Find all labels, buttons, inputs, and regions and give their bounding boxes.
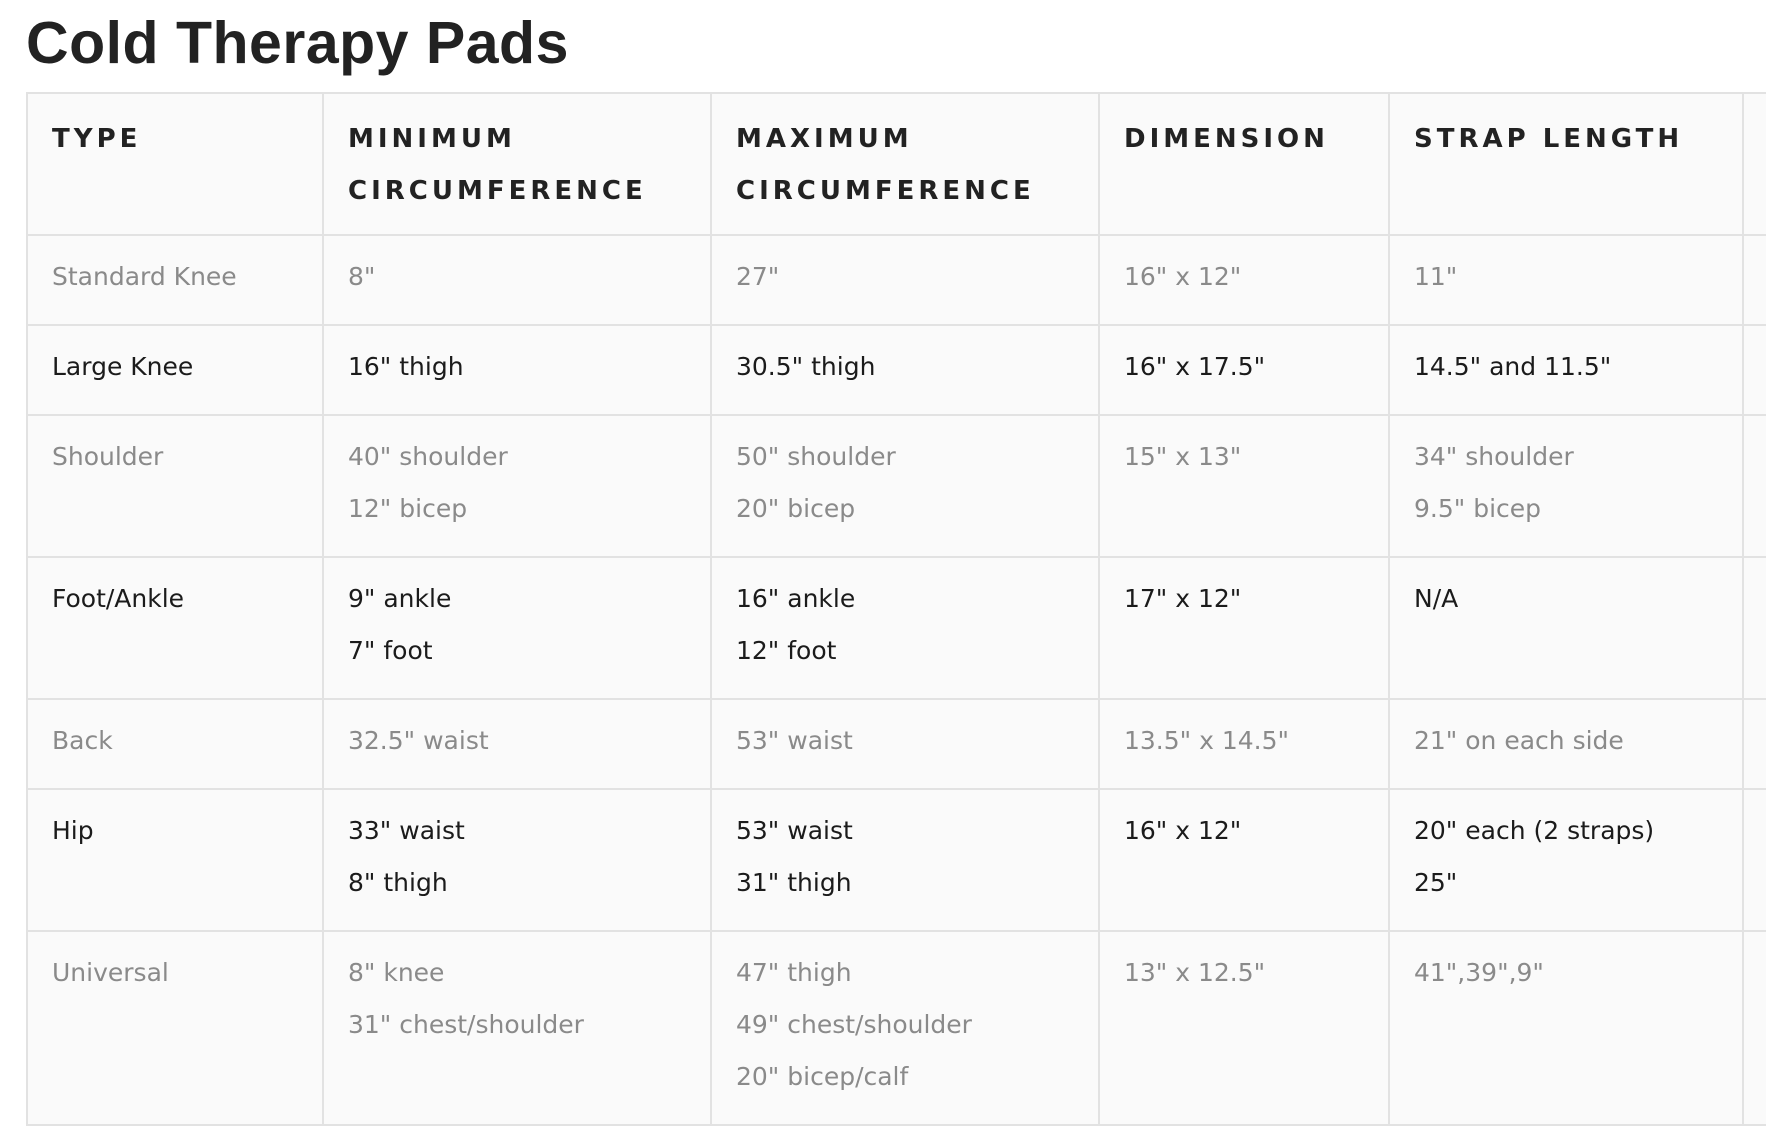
table-row bbox=[27, 235, 1766, 325]
cell-line: 47" thigh bbox=[736, 958, 852, 987]
cell-extra bbox=[1743, 557, 1766, 699]
cell-max bbox=[711, 235, 1099, 325]
cell-line: 27" bbox=[736, 262, 780, 291]
header-strap-length: STRAP LENGTH bbox=[1389, 93, 1743, 235]
cell-type: Universal bbox=[27, 931, 323, 1125]
cell-dimension: 15" x 13" bbox=[1099, 415, 1389, 557]
cell-dimension: 13" x 12.5" bbox=[1099, 931, 1389, 1125]
cell-max bbox=[711, 325, 1099, 415]
cell-line: 31" chest/shoulder bbox=[348, 1010, 584, 1039]
cell-line: 14.5" and 11.5" bbox=[1414, 352, 1612, 381]
cell-line: 25" bbox=[1414, 868, 1458, 897]
header-dimension: DIMENSION bbox=[1099, 93, 1389, 235]
cell-min bbox=[323, 699, 711, 789]
cell-line: 9" ankle bbox=[348, 584, 452, 613]
cell-dimension: 16" x 12" bbox=[1099, 789, 1389, 931]
cell-line: 53" waist bbox=[736, 726, 853, 755]
cell-max bbox=[711, 557, 1099, 699]
cell-line: 8" bbox=[348, 262, 376, 291]
cell-min bbox=[323, 789, 711, 931]
cell-dimension: 13.5" x 14.5" bbox=[1099, 699, 1389, 789]
header-type: TYPE bbox=[27, 93, 323, 235]
cell-line: 21" on each side bbox=[1414, 726, 1624, 755]
cell-strap bbox=[1389, 325, 1743, 415]
cell-type: Back bbox=[27, 699, 323, 789]
cell-line: 40" shoulder bbox=[348, 442, 508, 471]
cell-extra bbox=[1743, 789, 1766, 931]
cell-line: 12" bicep bbox=[348, 494, 468, 523]
cell-min bbox=[323, 325, 711, 415]
header-maximum-circumference: MAXIMUM CIRCUMFERENCE bbox=[711, 93, 1099, 235]
table-header-row bbox=[27, 93, 1766, 235]
page-title: Cold Therapy Pads bbox=[26, 10, 569, 76]
cell-extra bbox=[1743, 325, 1766, 415]
cell-extra bbox=[1743, 235, 1766, 325]
cell-line: 9.5" bicep bbox=[1414, 494, 1542, 523]
cell-line: 16" thigh bbox=[348, 352, 464, 381]
cell-extra bbox=[1743, 699, 1766, 789]
cell-line: 20" each (2 straps) bbox=[1414, 816, 1655, 845]
cell-strap bbox=[1389, 789, 1743, 931]
cell-dimension: 16" x 17.5" bbox=[1099, 325, 1389, 415]
cell-line: 12" foot bbox=[736, 636, 837, 665]
cell-max bbox=[711, 699, 1099, 789]
cell-line: 31" thigh bbox=[736, 868, 852, 897]
cell-extra bbox=[1743, 931, 1766, 1125]
cell-dimension: 17" x 12" bbox=[1099, 557, 1389, 699]
sizing-table-container bbox=[26, 92, 1766, 1126]
cell-strap bbox=[1389, 557, 1743, 699]
cell-min bbox=[323, 931, 711, 1125]
table-row bbox=[27, 931, 1766, 1125]
cell-line: 16" ankle bbox=[736, 584, 856, 613]
cell-type: Hip bbox=[27, 789, 323, 931]
cell-strap bbox=[1389, 931, 1743, 1125]
header-extra bbox=[1743, 93, 1766, 235]
cell-line: N/A bbox=[1414, 584, 1459, 613]
table-row bbox=[27, 699, 1766, 789]
cell-line: 11" bbox=[1414, 262, 1458, 291]
cell-max bbox=[711, 789, 1099, 931]
header-minimum-circumference: MINIMUM CIRCUMFERENCE bbox=[323, 93, 711, 235]
cell-line: 33" waist bbox=[348, 816, 465, 845]
cell-line: 50" shoulder bbox=[736, 442, 896, 471]
cell-min bbox=[323, 235, 711, 325]
cell-type: Large Knee bbox=[27, 325, 323, 415]
cell-max bbox=[711, 931, 1099, 1125]
cell-type: Standard Knee bbox=[27, 235, 323, 325]
sizing-table bbox=[26, 92, 1766, 1126]
cell-line: 53" waist bbox=[736, 816, 853, 845]
cell-max bbox=[711, 415, 1099, 557]
cell-type: Foot/Ankle bbox=[27, 557, 323, 699]
cell-strap bbox=[1389, 415, 1743, 557]
cell-line: 49" chest/shoulder bbox=[736, 1010, 972, 1039]
cell-line: 41",39",9" bbox=[1414, 958, 1544, 987]
cell-line: 20" bicep bbox=[736, 494, 856, 523]
table-row bbox=[27, 325, 1766, 415]
cell-min bbox=[323, 557, 711, 699]
cell-extra bbox=[1743, 415, 1766, 557]
cell-line: 8" thigh bbox=[348, 868, 448, 897]
cell-type: Shoulder bbox=[27, 415, 323, 557]
cell-line: 7" foot bbox=[348, 636, 433, 665]
cell-line: 30.5" thigh bbox=[736, 352, 876, 381]
table-row bbox=[27, 415, 1766, 557]
cell-strap bbox=[1389, 699, 1743, 789]
table-row bbox=[27, 557, 1766, 699]
cell-line: 8" knee bbox=[348, 958, 445, 987]
cell-strap bbox=[1389, 235, 1743, 325]
cell-dimension: 16" x 12" bbox=[1099, 235, 1389, 325]
cell-line: 32.5" waist bbox=[348, 726, 489, 755]
table-row bbox=[27, 789, 1766, 931]
cell-min bbox=[323, 415, 711, 557]
cell-line: 20" bicep/calf bbox=[736, 1062, 909, 1091]
cell-line: 34" shoulder bbox=[1414, 442, 1574, 471]
